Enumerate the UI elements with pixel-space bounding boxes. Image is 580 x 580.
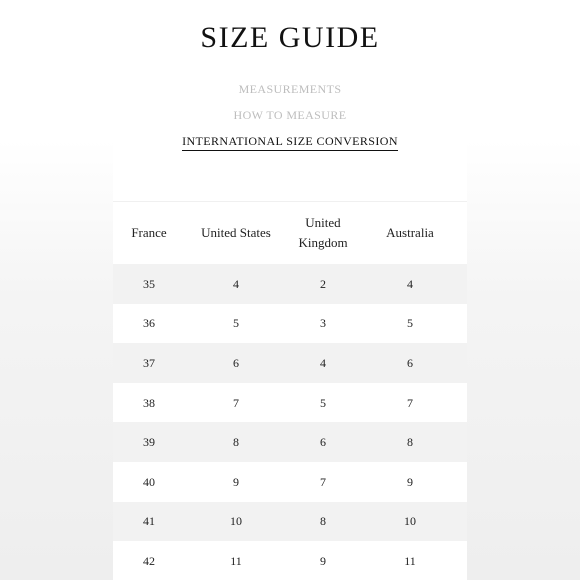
cell-australia: 6 bbox=[407, 355, 413, 370]
nav-international-size-conversion[interactable] bbox=[113, 128, 467, 154]
table-row bbox=[113, 343, 467, 383]
cell-france: 39 bbox=[143, 435, 155, 450]
nav-how-to-measure[interactable] bbox=[113, 102, 467, 128]
cell-united-states: 11 bbox=[230, 553, 242, 568]
cell-united-states: 7 bbox=[233, 395, 239, 410]
header-united-states: United States bbox=[201, 225, 271, 240]
cell-australia: 5 bbox=[407, 316, 413, 331]
cell-united-states: 8 bbox=[233, 435, 239, 450]
cell-france: 36 bbox=[143, 316, 155, 331]
cell-france: 41 bbox=[143, 514, 155, 529]
nav-measurements-label: MEASUREMENTS bbox=[238, 82, 342, 96]
table-row bbox=[113, 462, 467, 502]
size-guide-nav bbox=[113, 76, 467, 154]
cell-australia: 7 bbox=[407, 395, 413, 410]
cell-united-states: 5 bbox=[233, 316, 239, 331]
size-conversion-table bbox=[113, 201, 467, 580]
cell-france: 37 bbox=[143, 355, 155, 370]
nav-international-size-conversion-label: INTERNATIONAL SIZE CONVERSION bbox=[182, 134, 398, 151]
page-title: SIZE GUIDE bbox=[200, 21, 380, 54]
cell-france: 38 bbox=[143, 395, 155, 410]
cell-united-kingdom: 3 bbox=[320, 316, 326, 331]
cell-united-kingdom: 4 bbox=[320, 355, 326, 370]
cell-france: 35 bbox=[143, 276, 155, 291]
size-guide-panel bbox=[113, 0, 467, 580]
cell-united-kingdom: 5 bbox=[320, 395, 326, 410]
nav-measurements[interactable] bbox=[113, 76, 467, 102]
cell-australia: 8 bbox=[407, 435, 413, 450]
table-row bbox=[113, 422, 467, 462]
cell-united-kingdom: 8 bbox=[320, 514, 326, 529]
cell-united-states: 9 bbox=[233, 474, 239, 489]
cell-united-kingdom: 2 bbox=[320, 276, 326, 291]
cell-united-kingdom: 7 bbox=[320, 474, 326, 489]
cell-united-kingdom: 6 bbox=[320, 435, 326, 450]
cell-france: 42 bbox=[143, 553, 155, 568]
cell-australia: 11 bbox=[404, 553, 416, 568]
cell-united-states: 6 bbox=[233, 355, 239, 370]
cell-australia: 4 bbox=[407, 276, 413, 291]
table-row bbox=[113, 541, 467, 580]
cell-australia: 10 bbox=[404, 514, 416, 529]
header-france: France bbox=[131, 225, 167, 240]
table-header-row bbox=[113, 202, 467, 264]
cell-united-states: 10 bbox=[230, 514, 242, 529]
cell-united-kingdom: 9 bbox=[320, 553, 326, 568]
cell-france: 40 bbox=[143, 474, 155, 489]
cell-united-states: 4 bbox=[233, 276, 239, 291]
table-row bbox=[113, 502, 467, 542]
nav-how-to-measure-label: HOW TO MEASURE bbox=[233, 108, 347, 122]
header-united-kingdom: United Kingdom bbox=[298, 215, 348, 250]
header-australia: Australia bbox=[386, 225, 434, 240]
table-row bbox=[113, 304, 467, 344]
table-row bbox=[113, 383, 467, 423]
cell-australia: 9 bbox=[407, 474, 413, 489]
table-row bbox=[113, 264, 467, 304]
